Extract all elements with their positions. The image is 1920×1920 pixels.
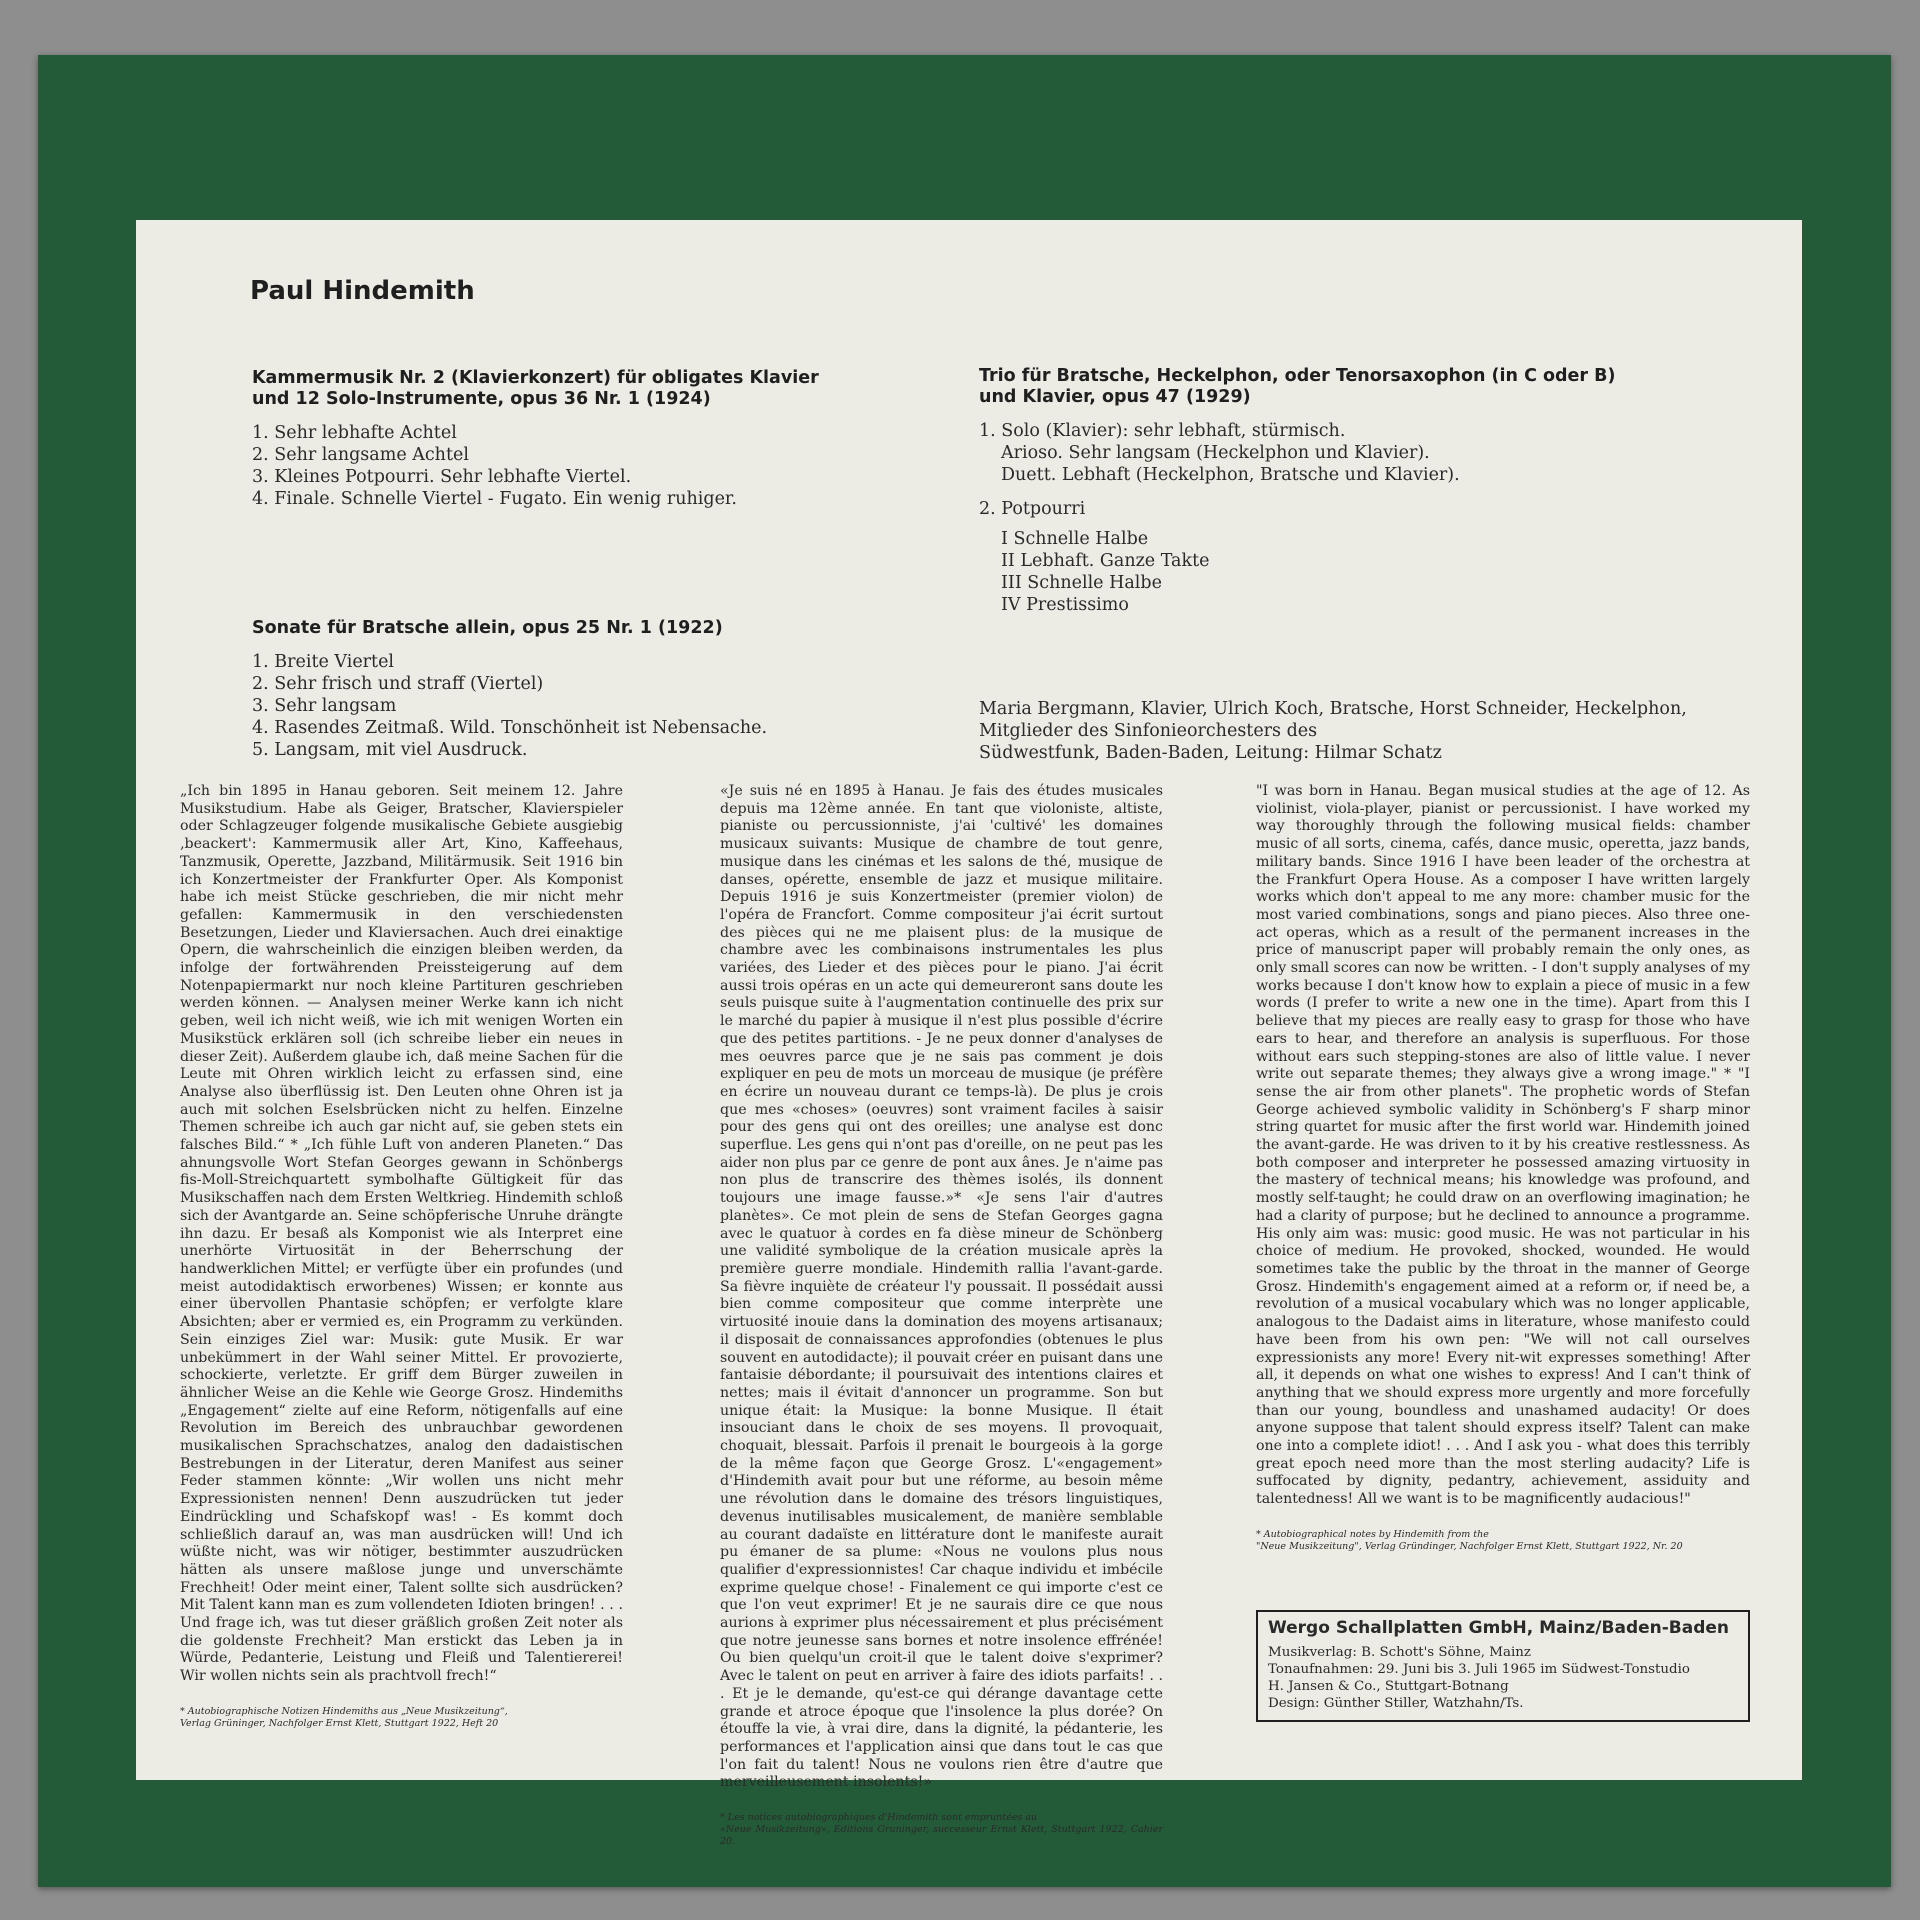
label-name: Wergo Schallplatten GmbH, Mainz/Baden-Baden xyxy=(1268,1618,1730,1638)
work-trio xyxy=(979,366,1615,616)
label-credits-box xyxy=(1256,1610,1750,1722)
work-sonate xyxy=(252,618,767,761)
footnote: * Autobiographische Notizen Hindemiths aus „Neue Musikzeitung“, Verlag Grüninger, Nachfolger Ernst Klett, Stuttgart 1922, Heft 20 xyxy=(180,1705,508,1729)
work-title: Sonate für Bratsche allein, opus 25 Nr. 1 (1922) xyxy=(252,618,723,638)
movement-part: III Schnelle Halbe xyxy=(1001,573,1162,593)
movement: 2. Sehr frisch und straff (Viertel) xyxy=(252,674,544,694)
movement: 2. Potpourri xyxy=(979,499,1086,519)
movement-part: Duett. Lebhaft (Heckelphon, Bratsche und Klavier). xyxy=(1001,465,1460,485)
work-title: Kammermusik Nr. 2 (Klavierkonzert) für obligates Klavier und 12 Solo-Instrumente, opus 36 Nr. 1 (1924) xyxy=(252,368,819,409)
essay-text: "I was born in Hanau. Began musical studies at the age of 12. As violinist, viola-player, pianist or percussionist. I have worked my way thoroughly through the following musical fields: chamber music of all sorts, cinema, cafés, dance music, operetta, jazz bands, military bands. Since 1916 I have been leader of the orchestra at the Frankfurt Opera House. As a composer I have written largely works which don't appeal to me any more: chamber music for the most varied combinations, songs and piano pieces. Also three one-act operas, which as a result of the permanent increases in the price of manuscript paper will probably remain the only ones, as only small scores can now be written. - I don't supply analyses of my works because I don't know how to explain a piece of music in a few words (I prefer to write a new one in the time). Apart from this I believe that my pieces are really easy to grasp for those who have ears to hear, and therefore an analysis is superfluous. For those without ears such stepping-stones are also of little value. I never write out separate themes; they always give a wrong image." * "I sense the air from other planets". The prophetic words of Stefan George achieved symbolic validity in Schönberg's F sharp minor string quartet for music after the first world war. Hindemith joined the avant-garde. He was driven to it by his creative restlessness. As both composer and interpreter he possessed amazing virtuosity in the mastery of technical means; his knowledge was profound, and mostly self-taught; he could draw on an overflowing imagination; he had a clarity of purpose; but he declined to announce a programme. His only aim was: music: good music. He was not particular in his choice of medium. He provoked, shocked, wounded. He would sometimes take the public by the throat in the manner of George Grosz. Hindemith's engagement aimed at a reform or, if need be, a revolution of a musical vocabulary which was no longer applicable, analogous to the Dadaist aims in literature, whose manifesto could have been from his own pen: "We will not call ourselves expressionists any more! Every nit-wit expresses something! After all, it depends on what one wishes to express! And I can't think of anything that we should express more urgently and more forcefully than our young, boundless and unashamed audacity! Or does anyone suppose that talent should express itself? Talent can make one into a complete idiot! . . . And I ask you - what does this terribly great epoch need more than the most sterling audacity? Life is suffocated by dignity, pedantry, achievement, assiduity and talentedness! All we want is to be magnificently audacious!" xyxy=(1256,783,1750,1508)
movement: 1. Breite Viertel xyxy=(252,652,395,672)
essay-german xyxy=(180,783,623,1730)
movement-part: Arioso. Sehr langsam (Heckelphon und Klavier). xyxy=(1001,443,1430,463)
credit-line: Design: Günther Stiller, Watzhahn/Ts. xyxy=(1268,1696,1524,1711)
movement-list xyxy=(252,651,767,761)
movement-list xyxy=(252,422,819,510)
movement: 3. Sehr langsam xyxy=(252,696,397,716)
movement: 1. Solo (Klavier): sehr lebhaft, stürmisch. xyxy=(979,421,1346,441)
movement: 1. Sehr lebhafte Achtel xyxy=(252,423,457,443)
movement-list xyxy=(979,498,1615,520)
footnote: * Les notices autobiographiques d'Hindemith sont empruntées au «Neue Musikzeitung», Editions Gruninger, successeur Ernst Klett, Stuttgart 1922, Cahier 20. xyxy=(720,1812,1163,1848)
performers: Maria Bergmann, Klavier, Ulrich Koch, Bratsche, Horst Schneider, Heckelphon, Mitglieder des Sinfonieorchesters des Südwestfunk, Baden-Baden, Leitung: Hilmar Schatz xyxy=(979,699,1687,763)
movement: 4. Finale. Schnelle Viertel - Fugato. Ein wenig ruhiger. xyxy=(252,489,737,509)
composer-title: Paul Hindemith xyxy=(250,276,475,306)
essay-text: «Je suis né en 1895 à Hanau. Je fais des études musicales depuis ma 12ème année. En tant que violoniste, altiste, pianiste ou percussionniste, j'ai 'cultivé' les domaines musicaux suivants: Musique de chambre de tout genre, musique dans les cinémas et les salons de thé, musique de danses, opérette, ensemble de jazz et musique militaire. Depuis 1916 je suis Konzertmeister (premier violon) de l'opéra de Francfort. Comme compositeur j'ai écrit surtout des pièces qui ne me plaisent plus: de la musique de chambre avec les combinaisons instrumentales les plus variées, des Lieder et des pièces pour le piano. J'ai écrit aussi trois opéras en un acte qui demeureront sans doute les seuls puisque suite à l'augmentation continuelle des prix sur le marché du papier à musique il n'est plus possible d'écrire que des petites partitions. - Je ne peux donner d'analyses de mes oeuvres parce que je ne sais pas comment je dois expliquer en peu de mots un morceau de musique (je préfère en écrire un nouveau durant ce temps-là). De plus je crois que mes «choses» (oeuvres) sont vraiment faciles à saisir pour des gens qui ont des oreilles; une analyse est donc superflue. Les gens qui n'ont pas d'oreille, on ne peut pas les aider non plus par ce genre de pont aux ânes. Je n'aime pas non plus de transcrire des thèmes isolés, ils donnent toujours une image fausse.»* «Je sens l'air d'autres planètes». Ce mot plein de sens de Stefan Georges gagna avec le quatuor à cordes en fa dièse mineur de Schönberg une validité symbolique de la création musicale après la première guerre mondiale. Hindemith rallia l'avant-garde. Sa fièvre inquiète de créateur l'y poussait. Il possédait aussi bien comme compositeur que comme interprète une virtuosité inouie dans la domination des moyens artisanaux; il disposait de connaissances approfondies (obtenues le plus souvent en autodidacte); il pouvait créer en puisant dans une fantaisie débordante; il poursuivait des intentions claires et nettes; mais il évitait d'annoncer un programme. Son but unique était: la Musique: la bonne Musique. Il était insouciant dans le choix de ses moyens. Il provoquait, choquait, blessait. Parfois il prenait le bourgeois à la gorge de la même façon que George Grosz. L'«engagement» d'Hindemith avait pour but une réforme, au besoin même une révolution dans le domaine des trésors linguistiques, devenus inutilisables musicalement, de manière semblable au courant dadaïste en littérature dont le manifeste aurait pu émaner de sa plume: «Nous ne voulons plus nous qualifier d'expressionnistes! Car chaque individu et imbécile exprime quelque chose! - Finalement ce qui importe c'est ce que l'on veut exprimer! Et je ne saurais dire ce que nous aurions à exprimer plus nécessairement et plus précisément que notre jeunesse sans bornes et notre insolence effrénée! Ou bien quelqu'un croit-il que le talent doive s'exprimer? Avec le talent on peut en arriver à faire des idiots parfaits! . . . Et je le demande, qu'est-ce qui dérange davantage cette grande et atroce époque que l'insolence la plus dorée? On étouffe la vie, à vrai dire, dans la dignité, la pédanterie, les performances et l'application ainsi que dans tout le cas que l'on fait du talent! Nous ne voulons rien être d'autre que merveilleusement insolents!» xyxy=(720,783,1163,1791)
movement: 2. Sehr langsame Achtel xyxy=(252,445,469,465)
movement-part: IV Prestissimo xyxy=(1001,595,1129,615)
movement-part: I Schnelle Halbe xyxy=(1001,529,1149,549)
movement: 3. Kleines Potpourri. Sehr lebhafte Viertel. xyxy=(252,467,632,487)
movement: 5. Langsam, mit viel Ausdruck. xyxy=(252,740,528,760)
footnote: * Autobiographical notes by Hindemith from the "Neue Musikzeitung", Verlag Gründinger, Nachfolger Ernst Klett, Stuttgart 1922, Nr. 20 xyxy=(1256,1528,1683,1552)
movement-list xyxy=(979,420,1615,486)
liner-notes-panel xyxy=(136,220,1802,1848)
essay-french xyxy=(720,783,1163,1848)
work-kammermusik xyxy=(252,368,819,510)
movement-list xyxy=(979,528,1615,616)
essay-english xyxy=(1256,783,1750,1553)
work-title: Trio für Bratsche, Heckelphon, oder Tenorsaxophon (in C oder B) und Klavier, opus 47 (1929) xyxy=(979,366,1616,407)
movement-part: II Lebhaft. Ganze Takte xyxy=(1001,551,1210,571)
movement: 4. Rasendes Zeitmaß. Wild. Tonschönheit ist Nebensache. xyxy=(252,718,768,738)
credit-line: H. Jansen & Co., Stuttgart-Botnang xyxy=(1268,1679,1509,1694)
essay-text: „Ich bin 1895 in Hanau geboren. Seit meinem 12. Jahre Musikstudium. Habe als Geiger, Bratscher, Klavierspieler oder Schlagzeuger folgende musikalische Gebiete ausgiebig ‚beackert': Kammermusik aller Art, Kino, Kaffeehaus, Tanzmusik, Operette, Jazzband, Militärmusik. Seit 1916 bin ich Konzertmeister der Frankfurter Oper. Als Komponist habe ich meist Stücke geschrieben, die mir nicht mehr gefallen: Kammermusik in den verschiedensten Besetzungen, Lieder und Klaviersachen. Auch drei einaktige Opern, die wahrscheinlich die einzigen bleiben werden, da infolge der fortwährenden Preissteigerung auf dem Notenpapiermarkt nur noch kleine Partituren geschrieben werden können. — Analysen meiner Werke kann ich nicht geben, weil ich nicht weiß, wie ich mit wenigen Worten ein Musikstück erklären soll (ich schreibe lieber ein neues in dieser Zeit). Außerdem glaube ich, daß meine Sachen für die Leute mit Ohren wirklich leicht zu erfassen sind, eine Analyse also überflüssig ist. Den Leuten ohne Ohren ist ja auch mit solchen Eselsbrücken nicht zu helfen. Einzelne Themen schreibe ich auch gar nicht auf, sie geben stets ein falsches Bild.“ * „Ich fühle Luft von anderen Planeten.“ Das ahnungsvolle Wort Stefan Georges gewann in Schönbergs fis-Moll-Streichquartett symbolhafte Gültigkeit für das Musikschaffen nach dem Ersten Weltkrieg. Hindemith schloß sich der Avantgarde an. Seine schöpferische Unruhe drängte ihn dazu. Er besaß als Komponist wie als Interpret eine unerhörte Virtuosität in der Beherrschung der handwerklichen Mittel; er verfügte über ein profundes (und meist autodidaktisch erworbenes) Wissen; er konnte aus einer übervollen Phantasie schöpfen; er verfolgte klare Absichten; aber er vermied es, ein Programm zu verkünden. Sein einziges Ziel war: Musik: gute Musik. Er war unbekümmert in der Wahl seiner Mittel. Er provozierte, schockierte, verletzte. Er griff dem Bürger zuweilen in ähnlicher Weise an die Kehle wie George Grosz. Hindemiths „Engagement“ zielte auf eine Reform, nötigenfalls auf eine Revolution im Bereich des unbrauchbar gewordenen musikalischen Sprachschatzes, analog den dadaistischen Bestrebungen in der Literatur, deren Manifest aus seiner Feder stammen könnte: „Wir wollen uns nicht mehr Expressionisten nennen! Denn auszudrücken tut jeder Eindrückling und Schafskopf was! - Es kommt doch schließlich darauf an, was man ausdrücken will! Und ich wüßte nicht, was wir nötiger, bestimmter auszudrücken hätten als unsere maßlose junge und unverschämte Frechheit! Oder meint einer, Talent sollte sich ausdrücken? Mit Talent kann man es zum vollendeten Idioten bringen! . . . Und frage ich, was tut dieser gräßlich großen Zeit noter als die goldenste Frechheit? Man erstickt das Leben ja in Würde, Pedanterie, Leistung und Fleiß und Talentiererei! Wir wollen nichts sein als prachtvoll frech!“ xyxy=(180,783,623,1685)
credit-line: Musikverlag: B. Schott's Söhne, Mainz xyxy=(1268,1645,1531,1660)
credit-line: Tonaufnahmen: 29. Juni bis 3. Juli 1965 im Südwest-Tonstudio xyxy=(1268,1662,1690,1677)
